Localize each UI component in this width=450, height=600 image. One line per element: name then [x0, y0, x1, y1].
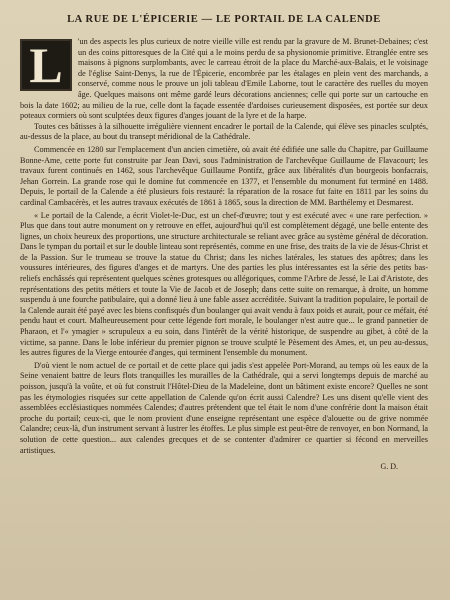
page-title: LA RUE DE L'ÉPICERIE — LE PORTAIL DE LA CALENDE: [67, 14, 381, 25]
paragraph-3: Commencée en 1280 sur l'emplacement d'un ancien cimetière, où avait été édifiée une salle du Chapitre, par Guillaume Bonne-Ame, cette porte fut construite par Jean Davi, sous l'administration de l'archevêque Guillaume de Flavacourt; les travaux furent continués en 1462, sous l'archevêque Guillaume Pontifz, grâce aux libéralités d'un bourgeois bonfacrais, Jehan Gorrein. La grande rose qui le domine fut commencée en 1377, et l'ensemble du monument fut terminé en 1488. Depuis, le portail de la Calende a été plusieurs fois restauré: la réparation de la rosace fut faite en 1811 par les soins du cardinal Cambacérès, et les autres travaux exécutés de 1861 à 1865, sous la direction de MM. Barthélemy et Desmarest.: [20, 144, 428, 207]
paragraph-4: « Le portail de la Calende, a écrit Violet-le-Duc, est un chef-d'œuvre; tout y est exécuté avec « une rare perfection. » Plus que dans tout autre monument on y retrouve en effet, aujourd'hui qu'il est complètement dégagé, une belle entente des lignes, un choix heureux des proportions, une structure architecturale se reliant avec grâce au système général de décoration. Dans le tympan du portail et sur le double linteau sont représentés, comme en une frise, des traits de la vie de Jésus-Christ et de la Passion. Sur le trumeau se trouve la statue du Christ; dans les niches latérales, les statues des apôtres; dans les voussures intérieures, des figures d'anges et de martyrs. Une des parties les plus intéressantes est la série des petits bas-reliefs enchâssés qui représentent quelques scènes grotesques ou allégoriques, comme l'Arbre de Jessé, le Lai d'Aristote, des représentations des petits métiers et toute la Vie de Jacob et de Joseph; dans cette suite on remarque, à droite, un homme suspendu à une fourche patibulaire, qui a donné lieu à une fable assez accréditée. Suivant la tradition populaire, le portail de la Calende aurait été payé avec les biens confisqués d'un boulanger qui avait vendu à faux poids et aurait, pour ce méfait, été pendu haut et court. Malheureusement pour cette légende fort morale, le boulanger n'est autre que... le grand pannetier de Pharaon, et l'« ymagier » scrupuleux a eu soin, dans l'intérêt de la vérité historique, de suspendre au gibet, à côté de la victime, sa panne. Dans le lobe inférieur du premier pignon se trouve sculpté le Pèsement des Ames, et, un peu au-dessus, les autres figures de la Vierge entourée d'anges, qui terminent l'ensemble du monument.: [20, 210, 428, 358]
signature: G. D.: [380, 462, 398, 472]
paragraph-2: Toutes ces bâtisses à la silhouette irrégulière viennent encadrer le portail de la Calende, qui élève ses pinacles sculptés, au-dessus de la place, au bout du transept méridional de la Cathédrale.: [20, 121, 428, 142]
intro-paragraph: [20, 37, 428, 122]
paragraph-text: 'un des aspects les plus curieux de notre vieille ville est rendu par la gravure de M. Brunet-Debaines; c'est un des coins pittoresques de la Cité qui a le moins perdu de sa physionomie primitive. Etranglée entre ses maisons à pignons surplombants, avec le carreau étroit de la place du Marché-aux-Balais, et le voisinage de l'église Saint-Denys, la rue de l'Épicerie, encombrée par les étalages en plein vent des marchands, a conservé, comme nous le prouve un joli tableau d'Emile Laborne, tout le caractère des ruelles du moyen âge. Quelques maisons ont même gardé leurs décorations anciennes; celle qui porte sur un cartouche en bois la date 1602; au milieu de la rue, celle dont la façade essentée d'ardoises curieusement disposées, est portée sur deux poteaux cormiers où sont sculptées deux figures d'anges jouant de la lyre et de la harpe.: [20, 37, 428, 121]
paragraph-5: D'où vient le nom actuel de ce portail et de cette place qui jadis s'est appelée Port-Morand, au temps où les eaux de la Seine venaient battre de leurs flots tranquilles les murailles de la Cathédrale, qui a servi longtemps depuis de marché au poisson, jusqu'à la voûte, et où fut construit l'Hôtel-Dieu de la Madeleine, dont un bâtiment existe encore? Quelles ne sont pas les étymologies risquées sur cette appellation de Calende qu'on écrit aussi Calendre? Les uns disent qu'elle vient des assemblées ecclésiastiques nommées Calendes; d'autres prétendent que tel était le nom d'une confrérie dont la maison était proche du portail; ceux-ci, que le nom provient d'une enseigne représentant une espèce d'alouette ou de grive nommée Calandre; ceux-là, d'un instrument servant à lustrer les étoffes. Le plus simple est peut-être de renvoyer, en bon Normand, la solution de cette question... aux calendes grecques et de se contenter d'admirer ce quartier si fécond en merveilles artistiques.: [20, 360, 428, 455]
paper-shading: [0, 490, 450, 600]
ornamental-dropcap: L: [20, 39, 72, 91]
